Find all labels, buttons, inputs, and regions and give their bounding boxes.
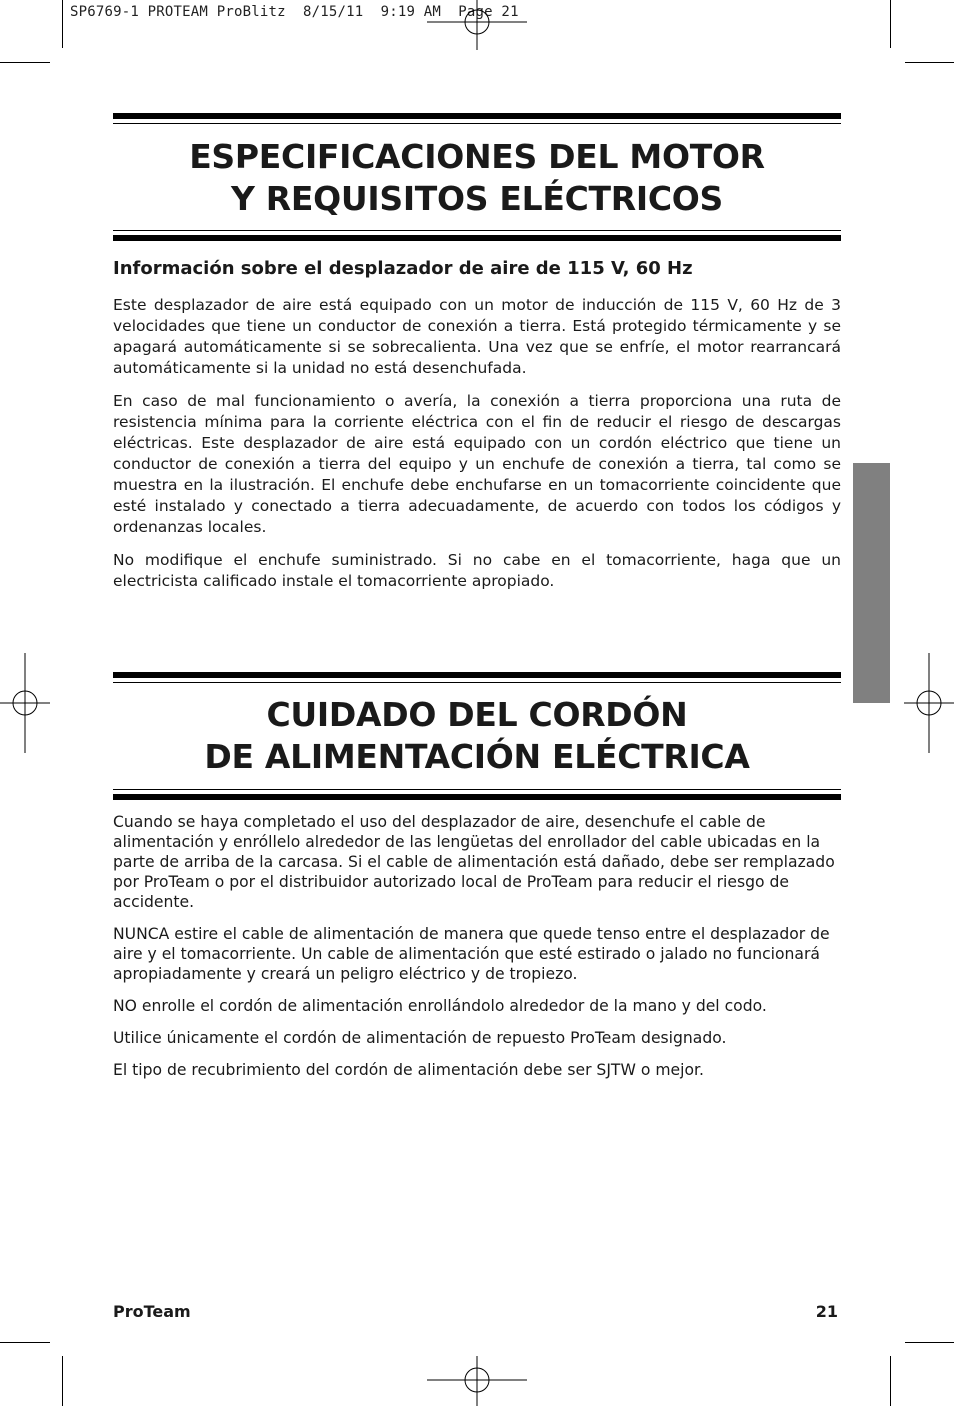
paragraph: NO enrolle el cordón de alimentación enrollándolo alrededor de la mano y del codo. — [113, 997, 767, 1015]
registration-mark-icon — [0, 653, 50, 753]
paragraph: NUNCA estire el cable de alimentación de manera que quede tenso entre el desplazador de aire y el tomacorriente. Un cable de alimentación que esté estirado o jalado no funcionará apropiadamente y creará un peligro eléctrico y de tropiezo. — [113, 925, 830, 983]
side-tab — [853, 463, 890, 703]
crop-mark — [905, 62, 954, 63]
section-title-line: DE ALIMENTACIÓN ELÉCTRICA — [204, 737, 750, 776]
crop-mark — [62, 0, 63, 48]
registration-mark-icon — [427, 0, 527, 50]
registration-mark-icon — [904, 653, 954, 753]
section-title-line: CUIDADO DEL CORDÓN — [266, 695, 688, 734]
section-title-line: ESPECIFICACIONES DEL MOTOR — [189, 137, 765, 176]
crop-mark — [0, 1342, 50, 1343]
paragraph: Este desplazador de aire está equipado con un motor de inducción de 115 V, 60 Hz de 3 velocidades que tiene un conductor de conexión a tierra. Está protegido térmicamente y se apagará automáticamente si se sobrecalienta. Una vez que se enfríe, el motor rearrancará automáticamente si la unidad no está desenchufada. — [113, 296, 841, 377]
heading-rule-bottom — [113, 789, 841, 800]
heading-rule-top — [113, 672, 841, 683]
crop-mark — [905, 1342, 954, 1343]
page-number: 21 — [815, 1302, 838, 1321]
section-title — [113, 694, 841, 778]
subheading: Información sobre el desplazador de aire de 115 V, 60 Hz — [113, 258, 693, 279]
crop-mark — [0, 62, 50, 63]
crop-mark — [890, 0, 891, 48]
paragraph: No modifique el enchufe suministrado. Si no cabe en el tomacorriente, haga que un electricista calificado instale el tomacorriente apropiado. — [113, 551, 841, 590]
paragraph: Cuando se haya completado el uso del desplazador de aire, desenchufe el cable de alimentación y enróllelo alrededor de las lengüetas del enrollador del cable ubicadas en la parte de arriba de la carcasa. Si el cable de alimentación está dañado, debe ser remplazado por ProTeam o por el distribuidor autorizado local de ProTeam para reducir el riesgo de accidente. — [113, 813, 835, 911]
registration-mark-icon — [427, 1356, 527, 1406]
paragraph: El tipo de recubrimiento del cordón de alimentación debe ser SJTW o mejor. — [113, 1061, 704, 1079]
crop-mark — [890, 1356, 891, 1406]
paragraph: Utilice únicamente el cordón de alimentación de repuesto ProTeam designado. — [113, 1029, 727, 1047]
crop-mark — [62, 1356, 63, 1406]
footer-brand: ProTeam — [113, 1302, 191, 1321]
heading-rule-top — [113, 113, 841, 124]
section-title — [113, 136, 841, 220]
section-title-line: Y REQUISITOS ELÉCTRICOS — [231, 179, 723, 218]
print-slug-line: SP6769-1 PROTEAM ProBlitz 8/15/11 9:19 AM Page 21 — [70, 4, 519, 20]
paragraph: En caso de mal funcionamiento o avería, la conexión a tierra proporciona una ruta de resistencia mínima para la corriente eléctrica con el fin de reducir el riesgo de descargas eléctricas. Este desplazador de aire está equipado con un cordón eléctrico que tiene un conductor de conexión a tierra del equipo y un enchufe de conexión a tierra, tal como se muestra en la ilustración. El enchufe debe enchufarse en un tomacorriente coincidente que esté instalado y conectado a tierra adecuadamente, de acuerdo con todos los códigos y ordenanzas locales. — [113, 392, 841, 536]
heading-rule-bottom — [113, 230, 841, 241]
